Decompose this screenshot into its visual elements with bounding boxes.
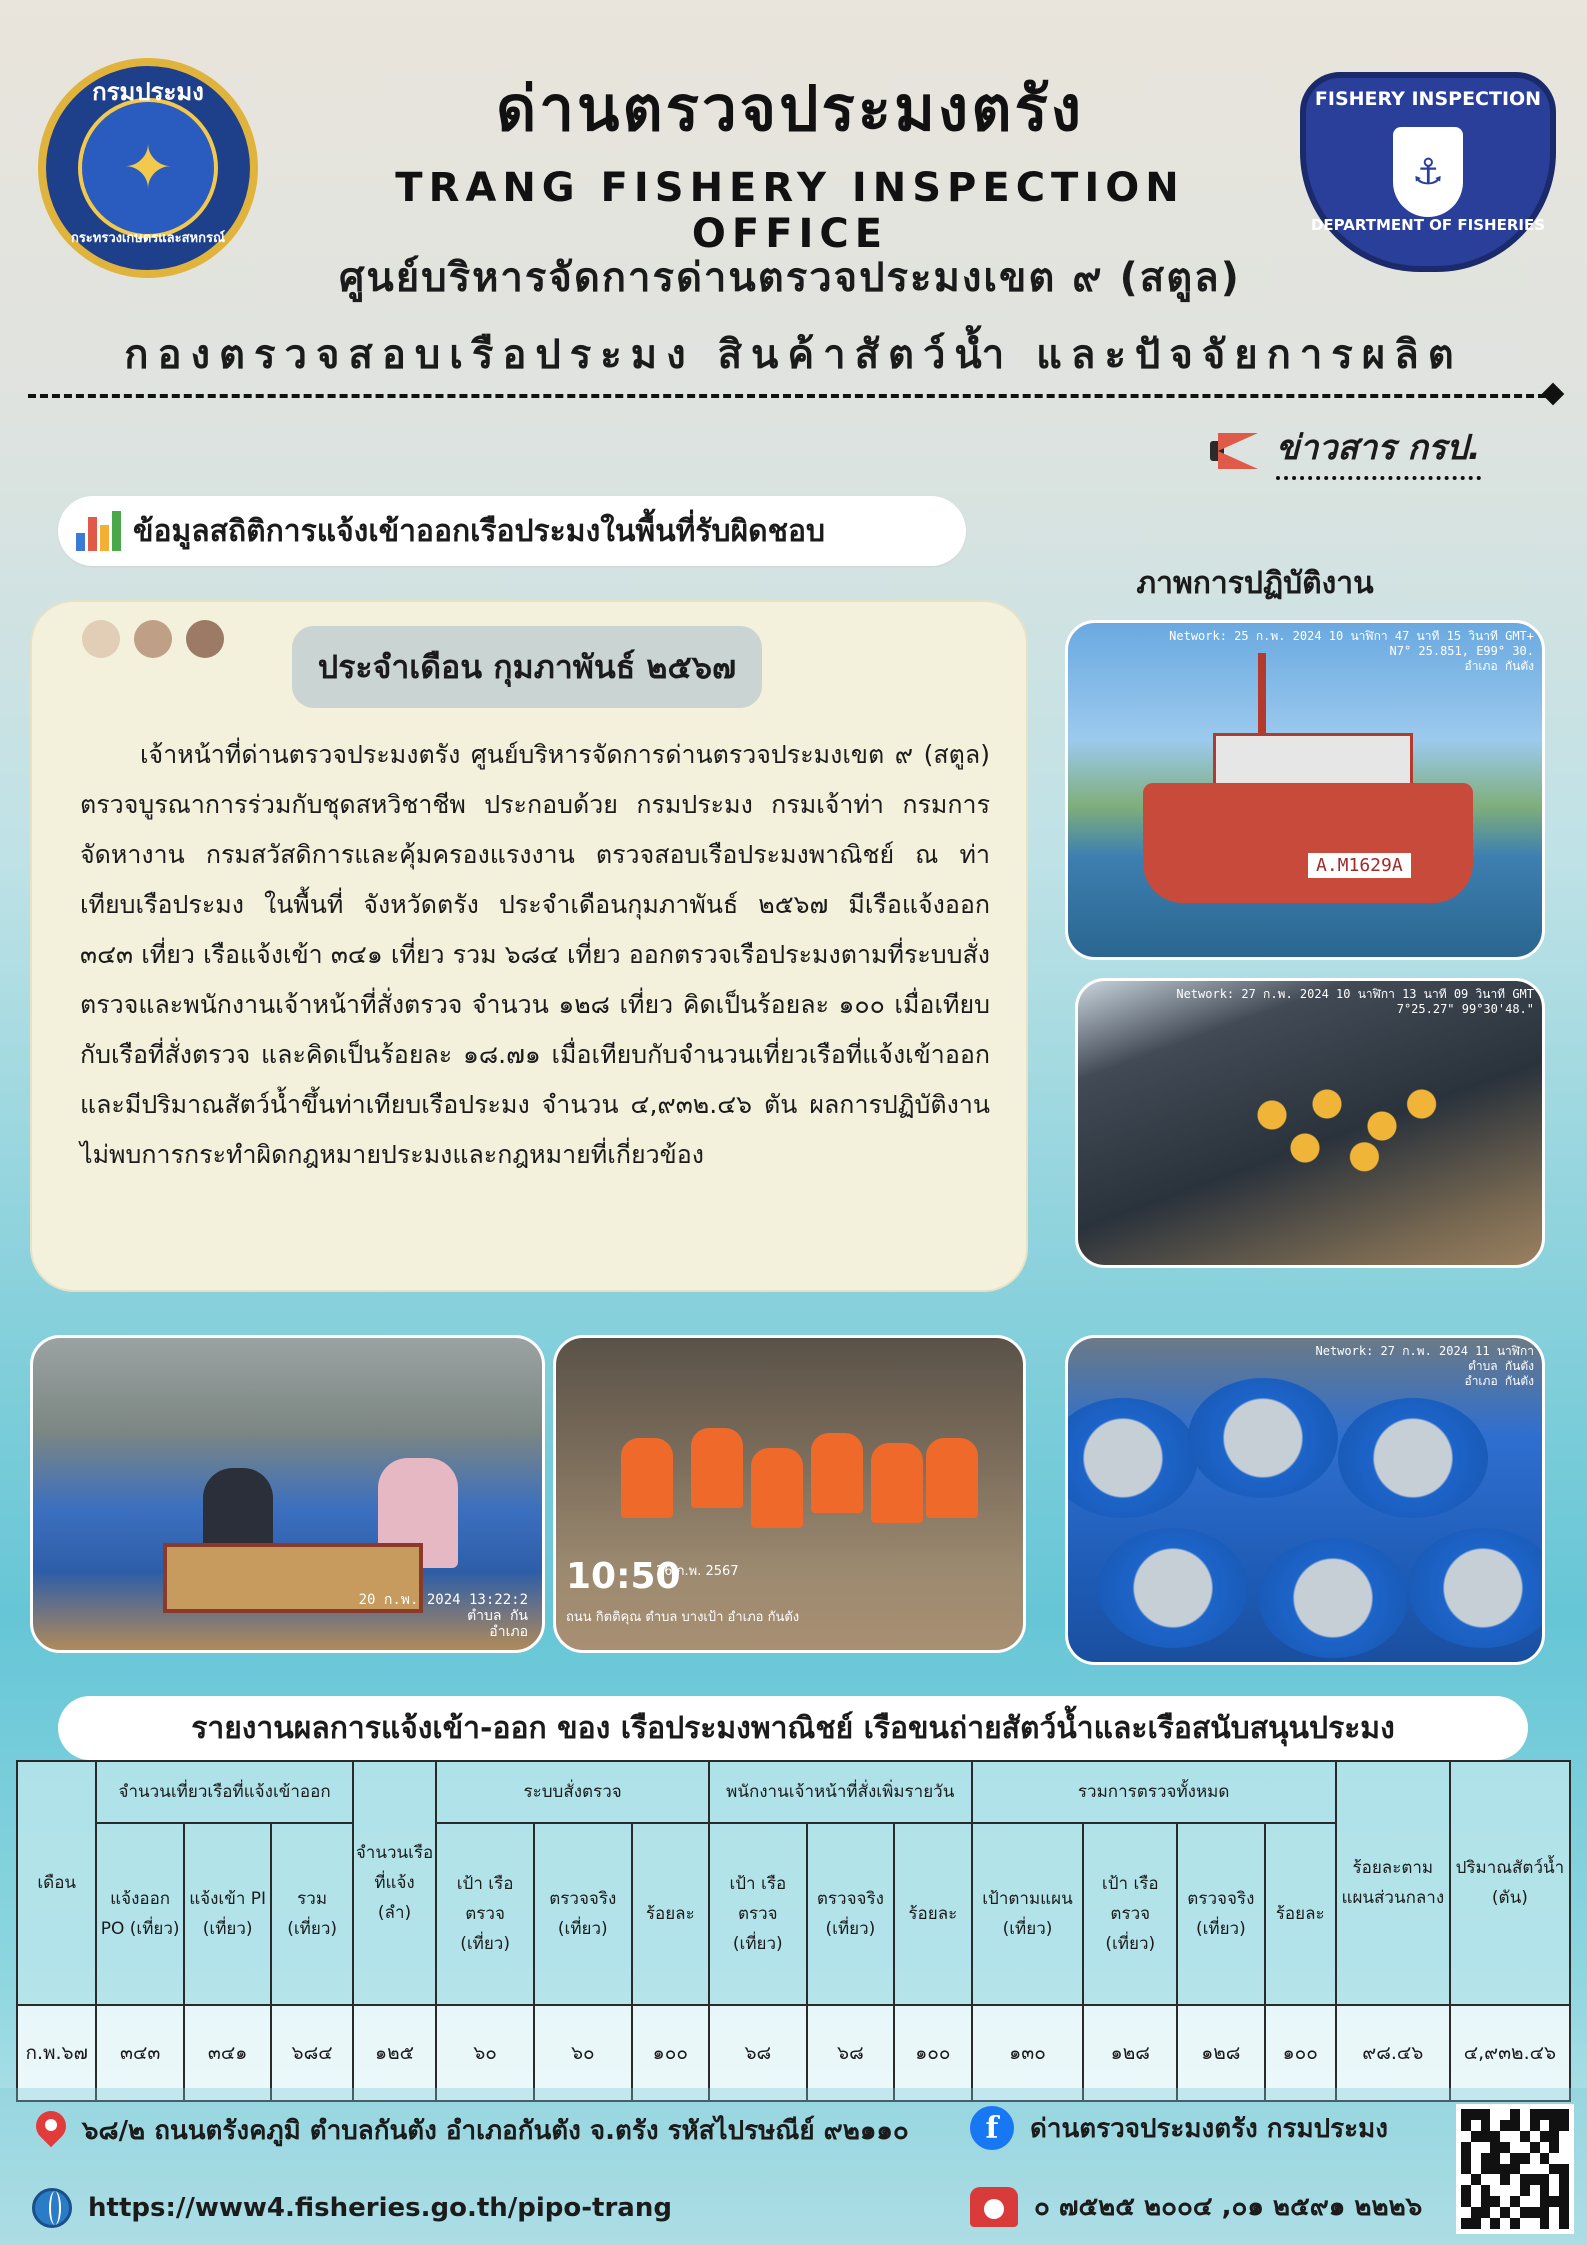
qr-module [1481,2207,1491,2218]
qr-module [1510,2196,1520,2207]
decor-dots [82,620,224,658]
photo-gps-stamp: Network: 25 ก.พ. 2024 10 นาฬิกา 47 นาที 15 วินาที GMT+ N7° 25.851, E99° 30. อำเภอ กันตัง [1169,629,1534,673]
table-cell: ๓๔๓ [96,2005,184,2101]
qr-module [1530,2131,1540,2142]
qr-module [1510,2142,1520,2153]
boat-hull [1143,783,1473,903]
photo-fishing-nets [1075,978,1545,1268]
qr-module [1510,2131,1520,2142]
qr-module [1520,2196,1530,2207]
qr-module [1481,2120,1491,2131]
qr-module [1540,2218,1550,2229]
qr-module [1559,2142,1569,2153]
header-divider [28,394,1558,398]
qr-module [1490,2142,1500,2153]
photos-heading: ภาพการปฏิบัติงาน [1136,566,1374,601]
table-cell: ๙๘.๔๖ [1336,2005,1450,2101]
qr-module [1540,2164,1550,2175]
table-cell: ๑๐๐ [1265,2005,1336,2101]
qr-module [1500,2218,1510,2229]
qr-module [1481,2174,1491,2185]
col-all-pct: ร้อยละ [1265,1823,1336,2005]
qr-module [1500,2131,1510,2142]
qr-module [1520,2164,1530,2175]
qr-module [1471,2120,1481,2131]
qr-module [1490,2120,1500,2131]
col-all-plan: เป้าตามแผน (เที่ยว) [972,1823,1084,2005]
location-pin-icon [36,2111,66,2151]
qr-module [1481,2153,1491,2164]
qr-module [1549,2131,1559,2142]
footer [0,2088,1587,2245]
qr-module [1500,2207,1510,2218]
qr-module [1530,2142,1540,2153]
fishery-inspection-badge-icon: ⚓ [1393,127,1463,217]
qr-module [1471,2185,1481,2196]
qr-module [1461,2142,1471,2153]
qr-module [1490,2164,1500,2175]
qr-module [1461,2153,1471,2164]
qr-module [1481,2196,1491,2207]
qr-module [1500,2109,1510,2120]
qr-module [1540,2142,1550,2153]
col-pct-central: ร้อยละตามแผนส่วนกลาง [1336,1761,1450,2005]
col-in: แจ้งเข้า PI (เที่ยว) [184,1823,272,2005]
page-title-th: ด่านตรวจประมงตรัง [495,72,1085,145]
qr-module [1490,2153,1500,2164]
col-boats: จำนวนเรือที่แจ้ง (ลำ) [353,1761,436,2005]
footer-website[interactable]: https://www4.fisheries.go.th/pipo-trang [88,2193,672,2223]
col-system-actual: ตรวจจริง (เที่ยว) [534,1823,632,2005]
logo-right-bottom-text: DEPARTMENT OF FISHERIES [1310,216,1546,234]
report-heading-pill [58,1696,1528,1760]
photo-date-stamp: 26 ก.พ. 2567 [656,1564,739,1579]
col-catch: ปริมาณสัตว์น้ำ (ตัน) [1450,1761,1570,2005]
footer-phone-row [970,2186,1422,2227]
col-out: แจ้งออก PO (เที่ยว) [96,1823,184,2005]
logo-right-top-text: FISHERY INSPECTION [1314,88,1542,110]
qr-module [1471,2174,1481,2185]
crew-figure [811,1433,863,1513]
divider-diamond [1542,383,1565,406]
photo-time-stamp: 10:50 [566,1556,681,1597]
photo-document-check [30,1335,545,1653]
qr-module [1549,2109,1559,2120]
qr-module [1471,2131,1481,2142]
report-table [16,1760,1571,2102]
qr-module [1500,2164,1510,2175]
qr-module [1500,2153,1510,2164]
qr-module [1481,2218,1491,2229]
qr-module [1549,2164,1559,2175]
photo-gps-stamp: Network: 27 ก.พ. 2024 10 นาฬิกา 13 นาที 09 วินาที GMT 7°25.27" 99°30'48." [1176,987,1534,1016]
qr-module [1461,2218,1471,2229]
footer-phone: ๐ ๗๕๒๕ ๒๐๐๔ ,๐๑ ๒๕๙๑ ๒๒๒๖ [1034,2192,1423,2222]
photo-gps-stamp: 20 ก.พ. 2024 13:22:2 ตำบล กัน อำเภอ [358,1592,528,1640]
col-group-trips: จำนวนเที่ยวเรือที่แจ้งเข้าออก [96,1761,352,1823]
footer-facebook[interactable]: ด่านตรวจประมงตรัง กรมประมง [1030,2113,1388,2144]
qr-module [1481,2109,1491,2120]
col-month: เดือน [17,1761,96,2005]
qr-module [1540,2120,1550,2131]
bar-chart-icon [76,511,121,551]
news-label: ข่าวสาร กรป. [1276,420,1481,480]
center-subtitle: ศูนย์บริหารจัดการด่านตรวจประมงเขต ๙ (สตูล) [339,255,1241,301]
division-subtitle: กองตรวจสอบเรือประมง สินค้าสัตว์น้ำ และปัจจัยการผลิต [124,332,1463,378]
qr-module [1559,2174,1569,2185]
table-cell: ๖๘ [807,2005,895,2101]
qr-module [1530,2218,1540,2229]
qr-module [1510,2120,1520,2131]
qr-module [1461,2120,1471,2131]
stats-heading-pill [58,496,966,566]
qr-module [1549,2120,1559,2131]
col-system-target: เป้า เรือตรวจ (เที่ยว) [436,1823,534,2005]
table-cell: ๑๐๐ [894,2005,971,2101]
qr-module [1549,2174,1559,2185]
qr-module [1510,2164,1520,2175]
qr-module [1540,2174,1550,2185]
qr-module [1471,2142,1481,2153]
col-all-actual: ตรวจจริง (เที่ยว) [1177,1823,1265,2005]
table-cell: ๔,๙๓๒.๔๖ [1450,2005,1570,2101]
table-cell: ๖๐ [534,2005,632,2101]
qr-module [1471,2196,1481,2207]
qr-module [1559,2218,1569,2229]
page-title-en: TRANG FISHERY INSPECTION OFFICE [395,165,1185,257]
qr-module [1549,2196,1559,2207]
qr-module [1520,2131,1530,2142]
qr-module [1461,2131,1471,2142]
qr-module [1490,2131,1500,2142]
qr-module [1490,2207,1500,2218]
qr-module [1490,2196,1500,2207]
qr-module [1520,2109,1530,2120]
fish-tub [1408,1528,1545,1648]
qr-module [1530,2207,1540,2218]
qr-module [1481,2131,1491,2142]
qr-module [1490,2185,1500,2196]
net-floats [1228,1071,1448,1181]
qr-module [1549,2142,1559,2153]
photo-address-stamp: ถนน กิตติคุณ ตำบล บางเป้า อำเภอ กันตัง [566,1610,800,1625]
qr-module [1471,2218,1481,2229]
telephone-icon [970,2187,1018,2227]
qr-module [1481,2164,1491,2175]
photo-fishing-boat [1065,620,1545,960]
facebook-icon[interactable]: f [970,2106,1014,2150]
qr-module [1540,2153,1550,2164]
qr-module [1540,2196,1550,2207]
qr-module [1510,2109,1520,2120]
table-row [17,2005,1570,2101]
qr-module [1481,2142,1491,2153]
crew-figure [751,1448,803,1528]
qr-module [1520,2142,1530,2153]
qr-module [1559,2164,1569,2175]
boat-plate: A.M1629A [1308,853,1411,878]
qr-module [1530,2153,1540,2164]
footer-website-row[interactable] [32,2188,672,2228]
fish-tub [1098,1528,1248,1648]
qr-module [1520,2207,1530,2218]
table-cell: ๖๘๔ [271,2005,352,2101]
qr-module [1471,2207,1481,2218]
qr-module [1559,2131,1569,2142]
table-cell: ๑๐๐ [632,2005,709,2101]
qr-module [1559,2120,1569,2131]
qr-module [1490,2218,1500,2229]
table-cell: ๖๘ [709,2005,807,2101]
table-cell: ๑๒๘ [1177,2005,1265,2101]
qr-module [1549,2185,1559,2196]
footer-address: ๖๘/๒ ถนนตรังคภูมิ ตำบลกันตัง อำเภอกันตัง จ.ตรัง รหัสไปรษณีย์ ๙๒๑๑๐ [82,2116,909,2146]
qr-module [1540,2131,1550,2142]
qr-module [1461,2185,1471,2196]
qr-module [1510,2218,1520,2229]
qr-module [1471,2164,1481,2175]
qr-module [1510,2174,1520,2185]
qr-module [1559,2153,1569,2164]
qr-module [1549,2207,1559,2218]
qr-module [1530,2185,1540,2196]
qr-module [1500,2185,1510,2196]
qr-module [1530,2174,1540,2185]
qr-module [1481,2185,1491,2196]
qr-module [1461,2196,1471,2207]
qr-module [1540,2109,1550,2120]
month-summary-text: เจ้าหน้าที่ด่านตรวจประมงตรัง ศูนย์บริหารจัดการด่านตรวจประมงเขต ๙ (สตูล) ตรวจบูรณาการร่วมกับชุดสหวิชาชีพ ประกอบด้วย กรมประมง กรมเจ้าท่า กรมการจัดหางาน กรมสวัสดิการและคุ้มครองแรงงาน ตรวจสอบเรือประมงพาณิชย์ ณ ท่าเทียบเรือประมง ในพื้นที่ จังหวัดตรัง ประจำเดือนกุมภาพันธ์ ๒๕๖๗ มีเรือแจ้งออก ๓๔๓ เที่ยว เรือแจ้งเข้า ๓๔๑ เที่ยว รวม ๖๘๔ เที่ยว ออกตรวจเรือประมงตามที่ระบบสั่งตรวจและพนักงานเจ้าหน้าที่สั่งตรวจ จำนวน ๑๒๘ เที่ยว คิดเป็นร้อยละ ๑๐๐ เมื่อเทียบกับเรือที่สั่งตรวจ และคิดเป็นร้อยละ ๑๘.๗๑ เมื่อเทียบกับจำนวนเที่ยวเรือที่แจ้งเข้าออก และมีปริมาณสัตว์น้ำขึ้นท่าเทียบเรือประมง จำนวน ๔,๙๓๒.๔๖ ตัน ผลการปฏิบัติงานไม่พบการกระทำผิดกฎหมายประมงและกฎหมายที่เกี่ยวข้อง [80,740,990,1169]
qr-module [1540,2185,1550,2196]
fish-tub [1338,1398,1488,1518]
dof-seal-logo [38,58,258,278]
table-cell: ๑๒๕ [353,2005,436,2101]
qr-module [1520,2120,1530,2131]
col-officer-pct: ร้อยละ [894,1823,971,2005]
qr-module [1530,2120,1540,2131]
photo-gps-stamp: Network: 27 ก.พ. 2024 11 นาฬิกา ตำบล กันตัง อำเภอ กันตัง [1315,1344,1534,1388]
fish-tub [1188,1378,1338,1498]
qr-module [1500,2196,1510,2207]
qr-module [1520,2174,1530,2185]
fish-tub [1065,1398,1198,1518]
qr-module [1530,2196,1540,2207]
qr-module [1510,2185,1520,2196]
col-group-all: รวมการตรวจทั้งหมด [972,1761,1336,1823]
qr-module [1559,2207,1569,2218]
crew-figure [691,1428,743,1508]
table-cell: ๑๓๐ [972,2005,1084,2101]
qr-module [1461,2174,1471,2185]
qr-module [1520,2218,1530,2229]
footer-address-row [36,2110,909,2151]
qr-module [1500,2174,1510,2185]
qr-module [1461,2164,1471,2175]
report-heading: รายงานผลการแจ้งเข้า-ออก ของ เรือประมงพาณิชย์ เรือขนถ่ายสัตว์น้ำและเรือสนับสนุนประมง [191,1710,1395,1746]
qr-module [1549,2218,1559,2229]
table-cell: ๑๒๘ [1083,2005,1177,2101]
qr-module [1559,2196,1569,2207]
col-group-system: ระบบสั่งตรวจ [436,1761,709,1823]
table-cell: ๖๐ [436,2005,534,2101]
globe-icon [32,2188,72,2228]
crew-figure [871,1443,923,1523]
photo-fish-tubs [1065,1335,1545,1665]
decor-dot [82,620,120,658]
decor-dot [134,620,172,658]
table-cell: ๓๔๑ [184,2005,272,2101]
qr-module [1510,2153,1520,2164]
qr-module [1471,2109,1481,2120]
logo-left-bottom-text: กระทรวงเกษตรและสหกรณ์ [70,231,226,246]
month-summary-card [30,600,1028,1292]
megaphone-icon [1210,427,1266,473]
logo-left-top-text: กรมประมง [92,78,204,106]
qr-module [1520,2185,1530,2196]
qr-module [1490,2174,1500,2185]
stats-heading: ข้อมูลสถิติการแจ้งเข้าออกเรือประมงในพื้นที่รับผิดชอบ [133,513,826,549]
crew-figure [621,1438,673,1518]
footer-facebook-row[interactable] [970,2106,1388,2150]
table-cell: ก.พ.๖๗ [17,2005,96,2101]
month-badge: ประจำเดือน กุมภาพันธ์ ๒๕๖๗ [292,626,762,708]
fishery-inspection-badge-logo [1300,72,1556,272]
col-officer-actual: ตรวจจริง (เที่ยว) [807,1823,895,2005]
photo-crew-inspection [553,1335,1026,1653]
qr-module [1540,2207,1550,2218]
qr-module [1471,2153,1481,2164]
col-system-pct: ร้อยละ [632,1823,709,2005]
qr-module [1530,2164,1540,2175]
qr-module [1490,2109,1500,2120]
col-total: รวม (เที่ยว) [271,1823,352,2005]
qr-module [1549,2153,1559,2164]
col-group-officer: พนักงานเจ้าหน้าที่สั่งเพิ่มรายวัน [709,1761,972,1823]
crew-figure [926,1438,978,1518]
qr-module [1520,2153,1530,2164]
qr-module [1461,2109,1471,2120]
qr-code-icon[interactable] [1456,2104,1574,2234]
dof-seal-icon: ✦ [78,98,218,238]
decor-dot [186,620,224,658]
news-tag [1210,420,1481,480]
qr-module [1500,2120,1510,2131]
col-all-target: เป้า เรือตรวจ (เที่ยว) [1083,1823,1177,2005]
qr-module [1500,2142,1510,2153]
qr-module [1461,2207,1471,2218]
qr-module [1559,2185,1569,2196]
qr-module [1559,2109,1569,2120]
fish-tub [1258,1538,1408,1658]
col-officer-target: เป้า เรือตรวจ (เที่ยว) [709,1823,807,2005]
qr-module [1530,2109,1540,2120]
qr-module [1510,2207,1520,2218]
